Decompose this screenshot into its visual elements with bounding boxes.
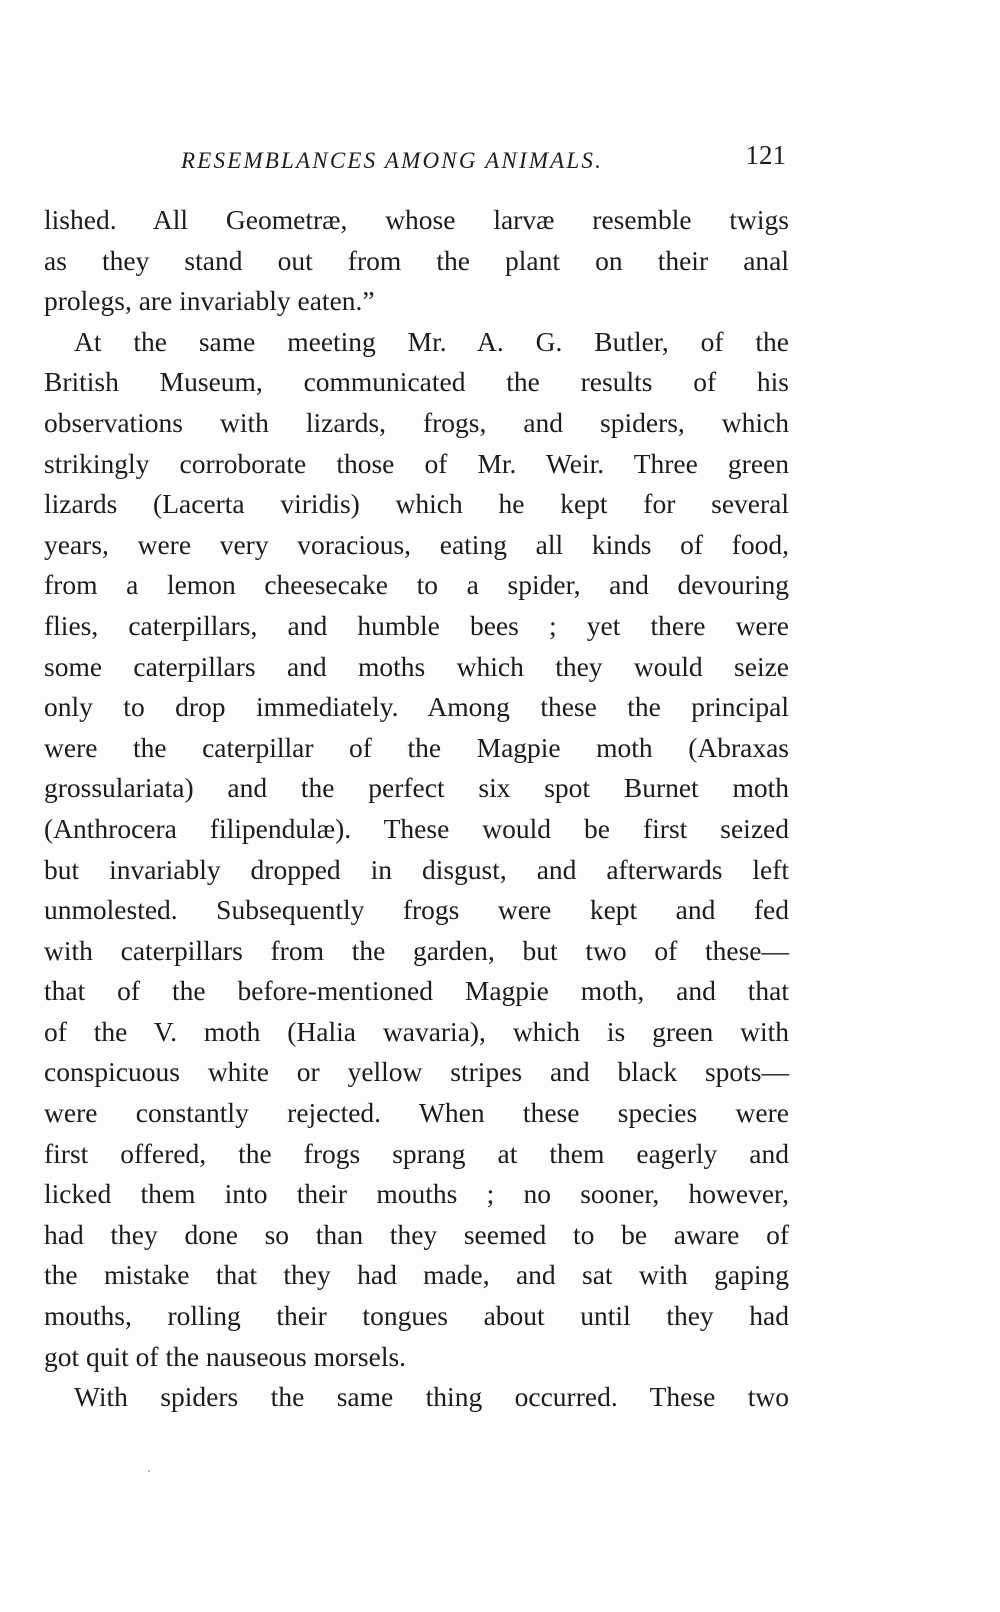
print-speck xyxy=(148,1470,150,1472)
text-line: got quit of the nauseous morsels. xyxy=(44,1340,407,1372)
text-line: only to drop immediately. Among these the principal xyxy=(44,691,789,723)
text-line: unmolested. Subsequently frogs were kept and fed xyxy=(44,894,789,926)
text-line: with caterpillars from the garden, but two of these— xyxy=(44,934,789,966)
text-line: observations with lizards, frogs, and spiders, which xyxy=(44,406,789,438)
text-line: from a lemon cheesecake to a spider, and devouring xyxy=(44,569,789,601)
text-line: prolegs, are invariably eaten.” xyxy=(44,285,375,317)
text-line: (Anthrocera filipendulæ). These would be first seized xyxy=(44,812,789,844)
text-line: With spiders the same thing occurred. These two xyxy=(74,1381,789,1413)
text-line: as they stand out from the plant on their anal xyxy=(44,244,789,276)
text-line: some caterpillars and moths which they would seize xyxy=(44,650,789,682)
text-line: of the V. moth (Halia wavaria), which is green with xyxy=(44,1015,789,1047)
body-text xyxy=(44,200,789,1418)
text-line: that of the before-mentioned Magpie moth, and that xyxy=(44,975,789,1007)
text-line: lished. All Geometræ, whose larvæ resemble twigs xyxy=(44,204,789,235)
text-line: first offered, the frogs sprang at them eagerly and xyxy=(44,1137,789,1169)
running-title: RESEMBLANCES AMONG ANIMALS. xyxy=(181,148,604,173)
text-line: grossulariata) and the perfect six spot Burnet moth xyxy=(44,772,789,804)
text-line: mouths, rolling their tongues about until they had xyxy=(44,1300,789,1332)
text-line: had they done so than they seemed to be aware of xyxy=(44,1218,789,1250)
text-line: years, were very voracious, eating all kinds of food, xyxy=(44,528,789,560)
text-line: but invariably dropped in disgust, and afterwards left xyxy=(44,853,789,885)
text-line: the mistake that they had made, and sat with gaping xyxy=(44,1259,789,1291)
text-line: strikingly corroborate those of Mr. Weir. Three green xyxy=(44,447,789,479)
page-number: 121 xyxy=(745,140,786,170)
text-line: conspicuous white or yellow stripes and black spots— xyxy=(44,1056,789,1088)
text-line: licked them into their mouths ; no sooner, however, xyxy=(44,1178,789,1210)
text-line: lizards (Lacerta viridis) which he kept for several xyxy=(44,488,789,520)
text-line: were the caterpillar of the Magpie moth (Abraxas xyxy=(44,731,789,763)
text-line: At the same meeting Mr. A. G. Butler, of the xyxy=(74,325,789,357)
text-line: were constantly rejected. When these species were xyxy=(44,1097,789,1129)
running-head xyxy=(46,140,786,180)
text-line: British Museum, communicated the results of his xyxy=(44,366,789,398)
text-line: flies, caterpillars, and humble bees ; yet there were xyxy=(44,609,789,641)
